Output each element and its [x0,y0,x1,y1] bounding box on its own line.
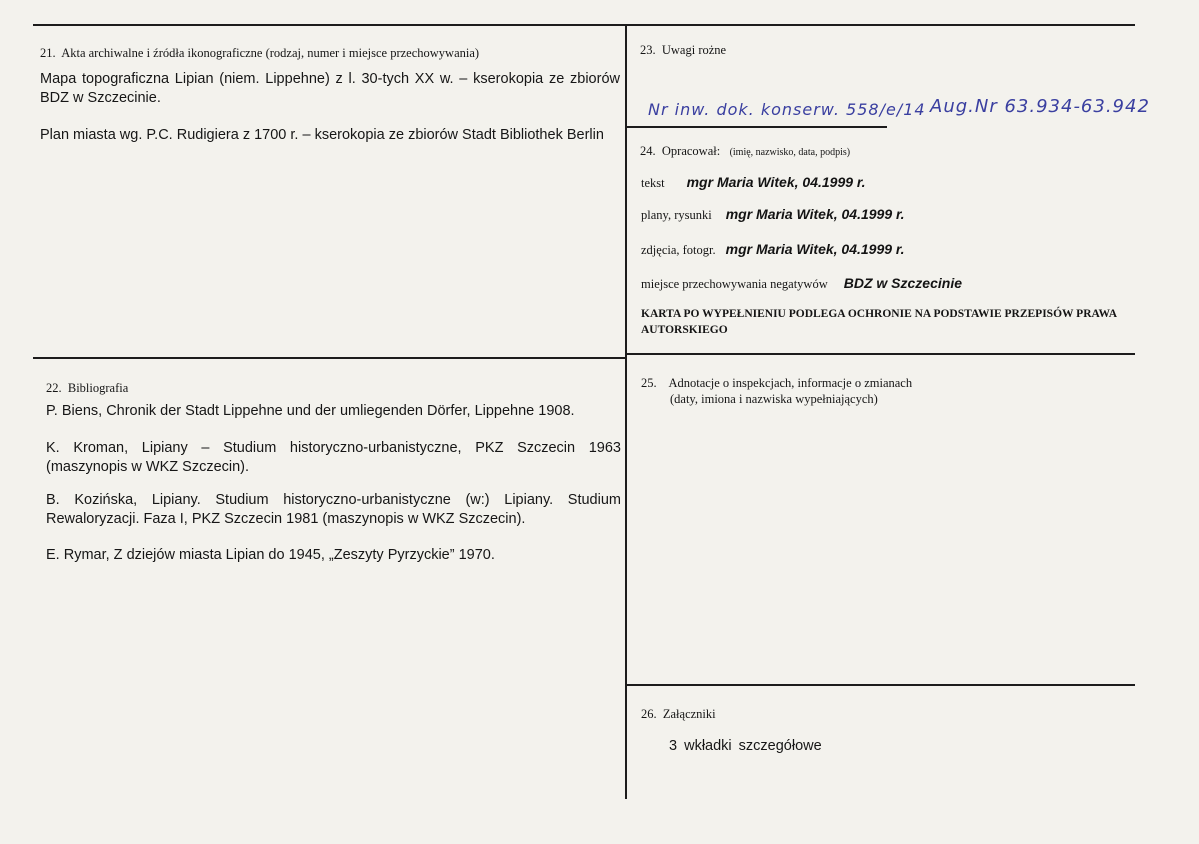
section-23-title: Uwagi rożne [661,43,727,57]
author-row-value: mgr Maria Witek, 04.1999 r. [686,174,866,190]
column-divider [625,24,627,799]
bibliography-entry-3: B. Kozińska, Lipiany. Studium historyczno-urbanistyczne (w:) Lipiany. Studium Rewaloryzacji. Faza I, PKZ Szczecin 1981 (maszynopis w WKZ Szczecin). [46,492,621,527]
author-row-label: tekst [641,176,665,190]
handwritten-negative-numbers: Aug.Nr 63.934-63.942 [930,96,1150,117]
handwritten-inventory-note: Nr inw. dok. konserw. 558/e/14 [648,100,926,119]
section-26-number: 26. [641,707,657,721]
bibliography-entry-4: E. Rymar, Z dziejów miasta Lipian do 1945, „Zeszyty Pyrzyckie” 1970. [46,547,495,563]
section-24-subtitle: (imię, nazwisko, data, podpis) [729,147,851,158]
section-25-number: 25. [641,376,657,390]
attachments-content: 3 wkładki szczegółowe [669,738,822,754]
section-22-heading [46,381,128,396]
section-22-title: Bibliografia [67,381,129,395]
section-24-number: 24. [640,144,656,158]
author-row-plans [641,206,905,224]
copyright-notice: KARTA PO WYPEŁNIENIU PODLEGA OCHRONIE NA PODSTAWIE PRZEPISÓW PRAWA AUTORSKIEGO [641,308,1117,336]
left-mid-border [33,357,625,359]
section-26-title: Załączniki [662,707,716,721]
section-21-title: Akta archiwalne i źródła ikonograficzne (rodzaj, numer i miejsce przechowywania) [61,46,480,60]
bibliography-entry-1: P. Biens, Chronik der Stadt Lippehne und der umliegenden Dörfer, Lippehne 1908. [46,403,575,419]
right-mid-border [627,353,1135,355]
section-22-number: 22. [46,381,62,395]
author-row-value: BDZ w Szczecinie [843,275,962,291]
section-25-subtitle: (daty, imiona i nazwiska wypełniających) [670,392,878,406]
author-row-label: miejsce przechowywania negatywów [641,277,828,291]
section-21-entry-1: Mapa topograficzna Lipian (niem. Lippehne) z l. 30-tych XX w. – kserokopia ze zbiorów BDZ w Szczecinie. [40,71,620,106]
bibliography-entry-2: K. Kroman, Lipiany – Studium historyczno-urbanistyczne, PKZ Szczecin 1963 (maszynopis w WKZ Szczecin). [46,440,621,475]
top-border [33,24,1135,26]
section-23-number: 23. [640,43,656,57]
right-lower-border [627,684,1135,686]
author-row-negatives [641,275,962,293]
section-23-heading [640,43,726,58]
author-row-label: plany, rysunki [641,208,712,222]
author-row-value: mgr Maria Witek, 04.1999 r. [725,241,905,257]
section-21-entry-2: Plan miasta wg. P.C. Rudigiera z 1700 r. – kserokopia ze zbiorów Stadt Bibliothek Berlin [40,127,604,143]
section-25-heading [641,375,912,407]
uwagi-divider [627,126,887,128]
section-25-title: Adnotacje o inspekcjach, informacje o zmianach [668,376,913,390]
section-21-number: 21. [40,46,56,60]
section-24-heading [640,144,850,159]
section-21-heading [40,46,479,61]
author-row-text [641,174,865,192]
section-24-title: Opracował: [661,144,721,158]
author-row-photos [641,241,904,259]
author-row-value: mgr Maria Witek, 04.1999 r. [725,206,905,222]
section-26-heading [641,707,716,722]
author-row-label: zdjęcia, fotogr. [641,243,716,257]
